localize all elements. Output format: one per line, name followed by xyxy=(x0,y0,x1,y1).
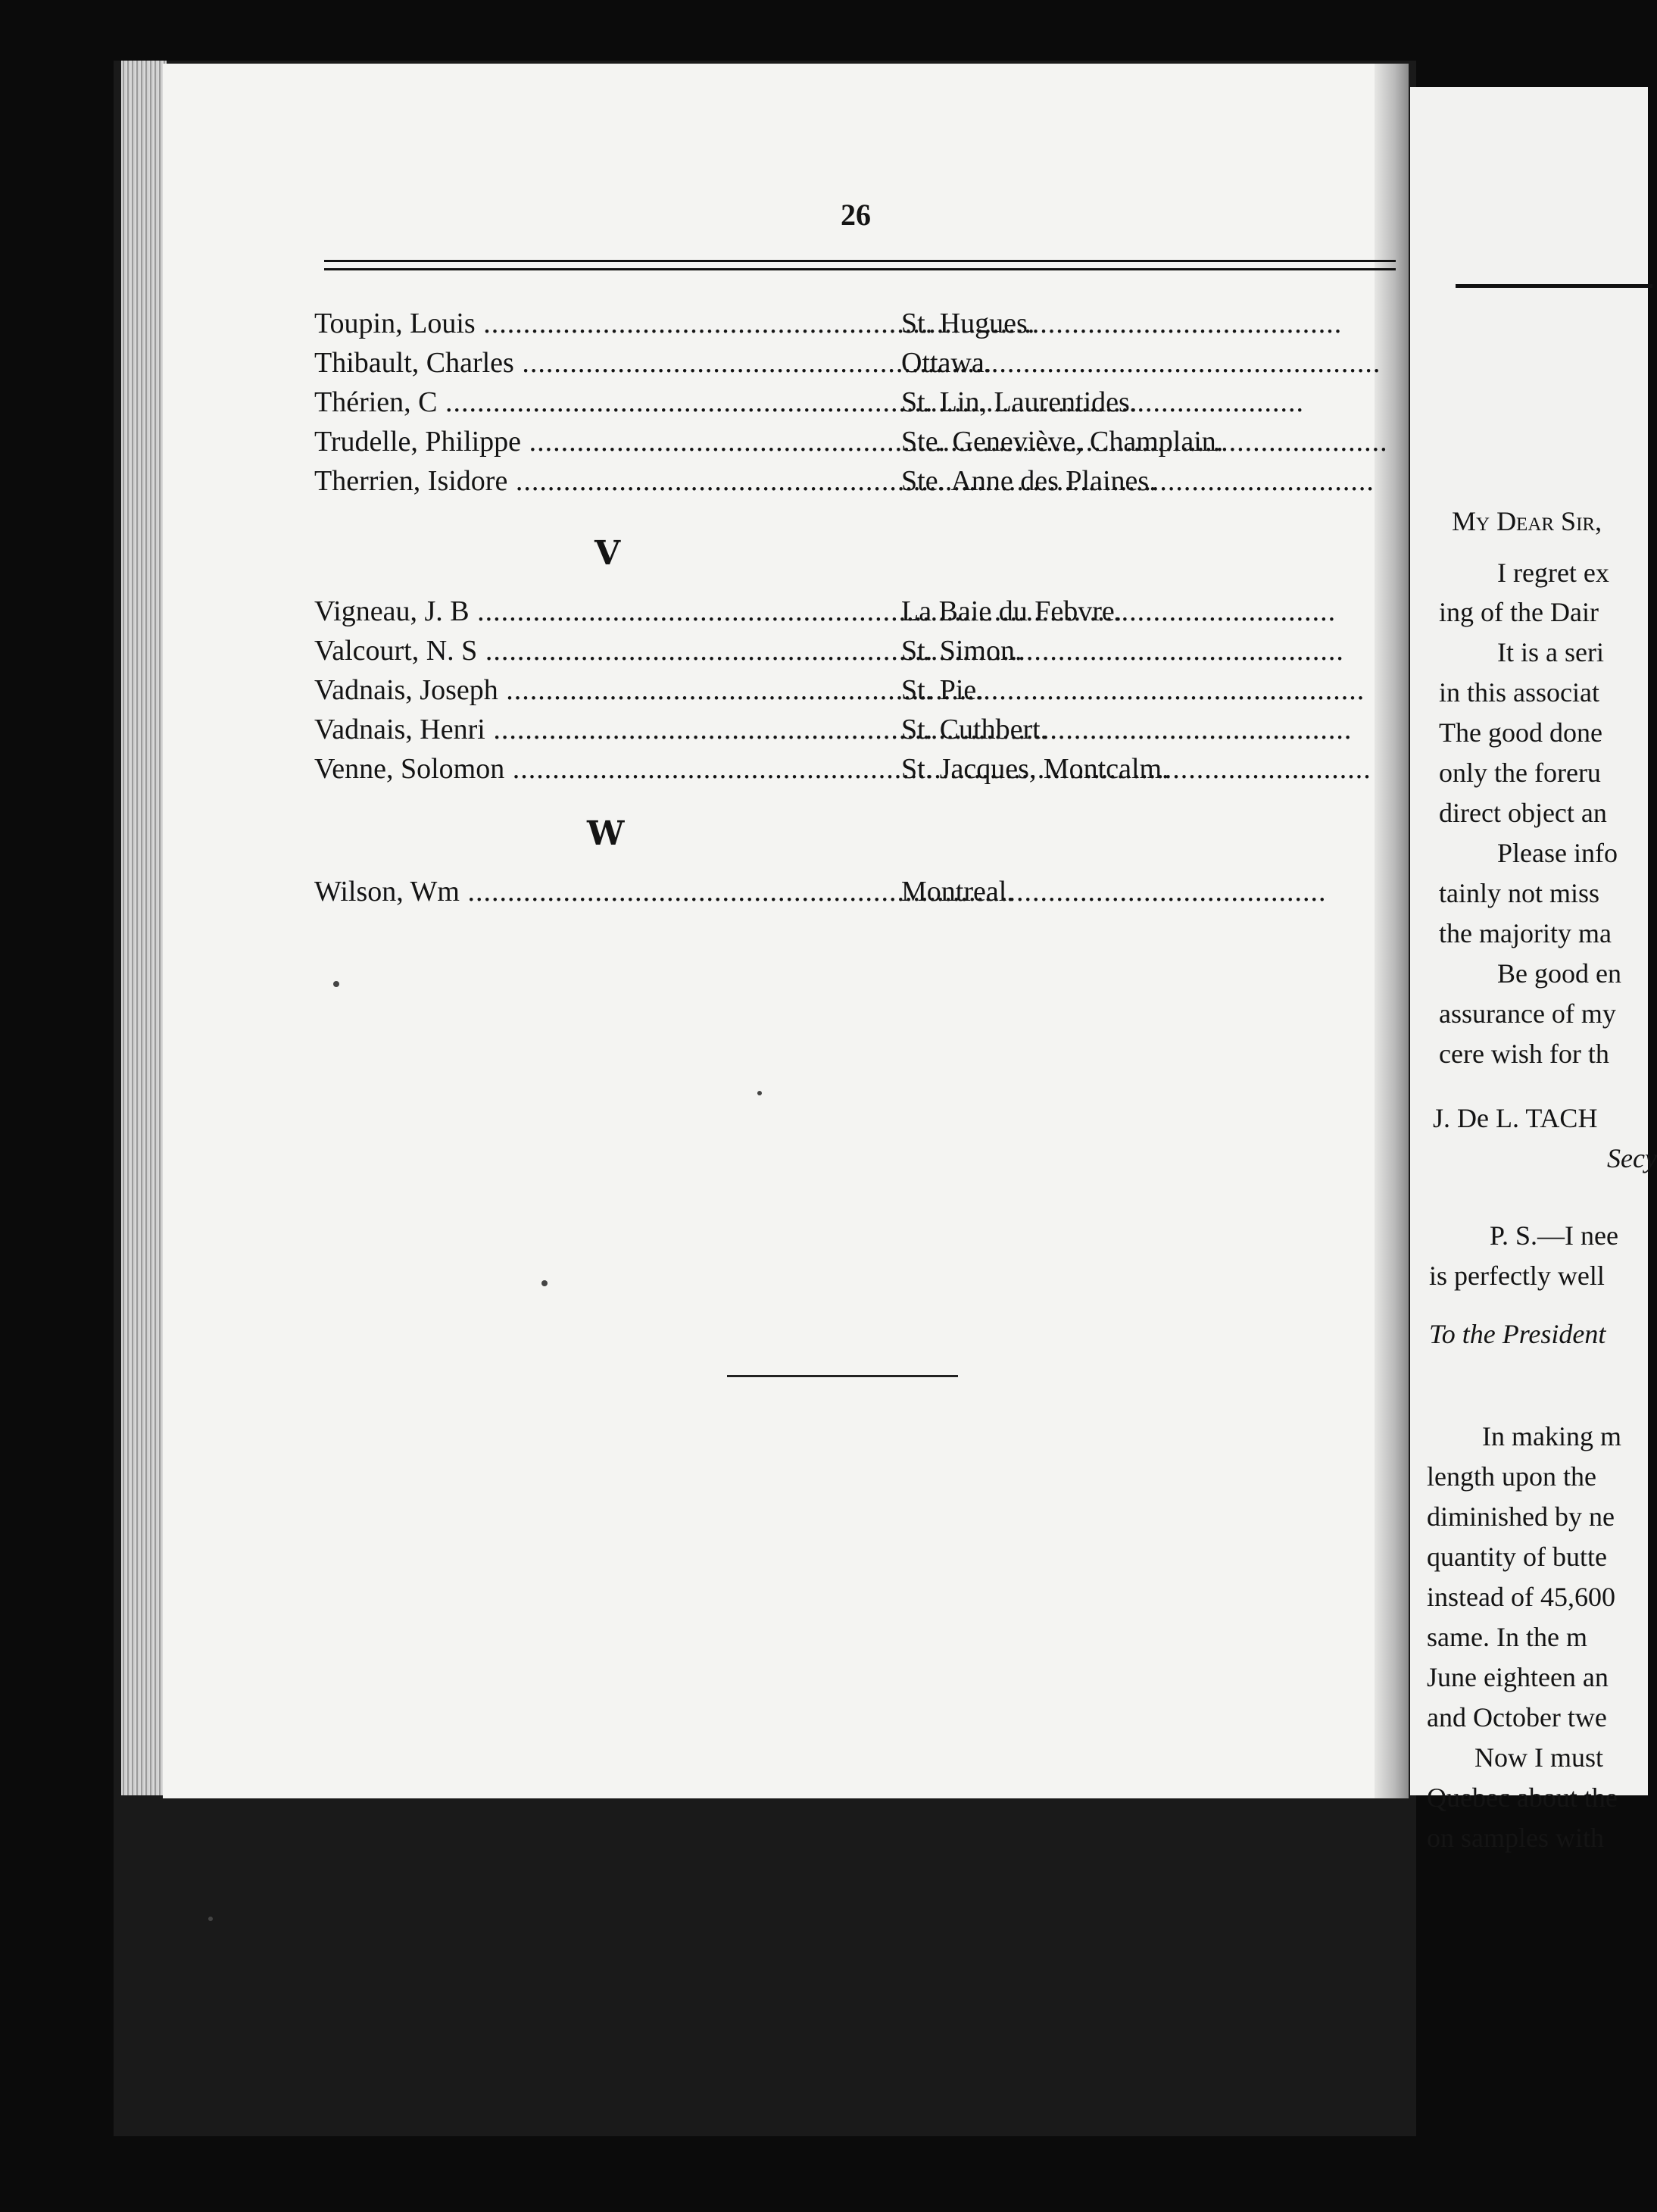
entry-name: Vadnais, Joseph ..... xyxy=(314,673,901,707)
list-item xyxy=(314,425,1337,464)
header-rule xyxy=(324,260,1396,270)
text-line: I regret ex xyxy=(1497,558,1609,588)
text-line: assurance of my xyxy=(1439,998,1616,1029)
page-stack-edge xyxy=(121,61,167,1795)
text-line: in this associat xyxy=(1439,677,1599,708)
ink-speck xyxy=(757,1091,762,1095)
text-line: on samples with xyxy=(1427,1823,1604,1853)
addressee: To the President xyxy=(1429,1319,1606,1349)
list-item xyxy=(314,346,1337,386)
signature-name: J. De L. TACH xyxy=(1433,1103,1598,1133)
entry-place: St. Lin, Laurentides. xyxy=(901,386,1137,418)
entry-place: St. Pie. xyxy=(901,674,984,706)
entry-list-w xyxy=(314,875,1337,914)
text-line: In making m xyxy=(1482,1421,1621,1451)
entry-name: Therrien, Isidore ..... xyxy=(314,464,901,498)
list-item xyxy=(314,752,1337,792)
text-line: same. In the m xyxy=(1427,1622,1587,1652)
entry-place: Ste. Anne des Plaines. xyxy=(901,465,1156,497)
text-line: direct object an xyxy=(1439,798,1607,828)
entry-place: St. Jacques, Montcalm. xyxy=(901,753,1169,785)
list-item xyxy=(314,673,1337,713)
entry-list-t xyxy=(314,307,1337,504)
entry-place: St. Hugues. xyxy=(901,308,1035,339)
ink-speck xyxy=(333,981,339,987)
entry-list-v xyxy=(314,595,1337,792)
book-gutter xyxy=(1375,64,1409,1798)
signature-title: Secy xyxy=(1607,1143,1657,1173)
text-line: quantity of butte xyxy=(1427,1542,1607,1572)
entry-name: Valcourt, N. S ..... xyxy=(314,634,901,667)
text-line: and October twe xyxy=(1427,1702,1607,1732)
entry-place: Ste. Geneviève, Champlain. xyxy=(901,426,1224,458)
entry-place: La Baie du Febvre. xyxy=(901,595,1122,627)
entry-name: Thérien, C ..... xyxy=(314,386,901,419)
entry-name: Thibault, Charles ..... xyxy=(314,346,901,380)
entry-name: Vigneau, J. B ..... xyxy=(314,595,901,628)
header-rule xyxy=(1456,284,1652,288)
text-line: Be good en xyxy=(1497,958,1621,989)
salutation: My Dear Sir, xyxy=(1452,506,1602,536)
text-line: is perfectly well xyxy=(1429,1261,1605,1291)
text-line: cere wish for th xyxy=(1439,1039,1609,1069)
list-item xyxy=(314,464,1337,504)
ink-speck xyxy=(541,1280,548,1286)
text-line: only the foreru xyxy=(1439,758,1601,788)
text-line: length upon the xyxy=(1427,1461,1596,1492)
text-line: ing of the Dair xyxy=(1439,597,1599,627)
entry-place: St. Cuthbert. xyxy=(901,714,1048,745)
list-item xyxy=(314,386,1337,425)
list-item xyxy=(314,875,1337,914)
text-line: the majority ma xyxy=(1439,918,1612,948)
list-item xyxy=(314,595,1337,634)
entry-name: Vadnais, Henri ..... xyxy=(314,713,901,746)
text-line: P. S.—I nee xyxy=(1490,1220,1618,1251)
entry-name: Wilson, Wm ..... xyxy=(314,875,901,908)
page-number: 26 xyxy=(841,198,871,232)
text-line: tainly not miss xyxy=(1439,878,1600,908)
entry-name: Toupin, Louis ..... xyxy=(314,307,901,340)
closing-rule xyxy=(727,1375,958,1377)
entry-name: Trudelle, Philippe ..... xyxy=(314,425,901,458)
text-line: June eighteen an xyxy=(1427,1662,1609,1692)
text-line: Please info xyxy=(1497,838,1618,868)
list-item xyxy=(314,634,1337,673)
list-item xyxy=(314,713,1337,752)
ink-speck xyxy=(208,1917,213,1921)
text-line: instead of 45,600 xyxy=(1427,1582,1615,1612)
entry-place: St. Simon. xyxy=(901,635,1022,667)
right-page xyxy=(1410,87,1657,1853)
entry-place: Montreal. xyxy=(901,876,1014,908)
entry-place: Ottawa. xyxy=(901,347,992,379)
text-line: The good done xyxy=(1439,717,1602,748)
text-line: diminished by ne xyxy=(1427,1501,1615,1532)
entry-name: Venne, Solomon ..... xyxy=(314,752,901,786)
section-letter-w: W xyxy=(587,814,625,853)
text-line: Quebec about the xyxy=(1427,1782,1618,1813)
section-letter-v: V xyxy=(594,534,621,573)
text-line: It is a seri xyxy=(1497,637,1604,667)
text-line: Now I must xyxy=(1474,1742,1603,1773)
list-item xyxy=(314,307,1337,346)
